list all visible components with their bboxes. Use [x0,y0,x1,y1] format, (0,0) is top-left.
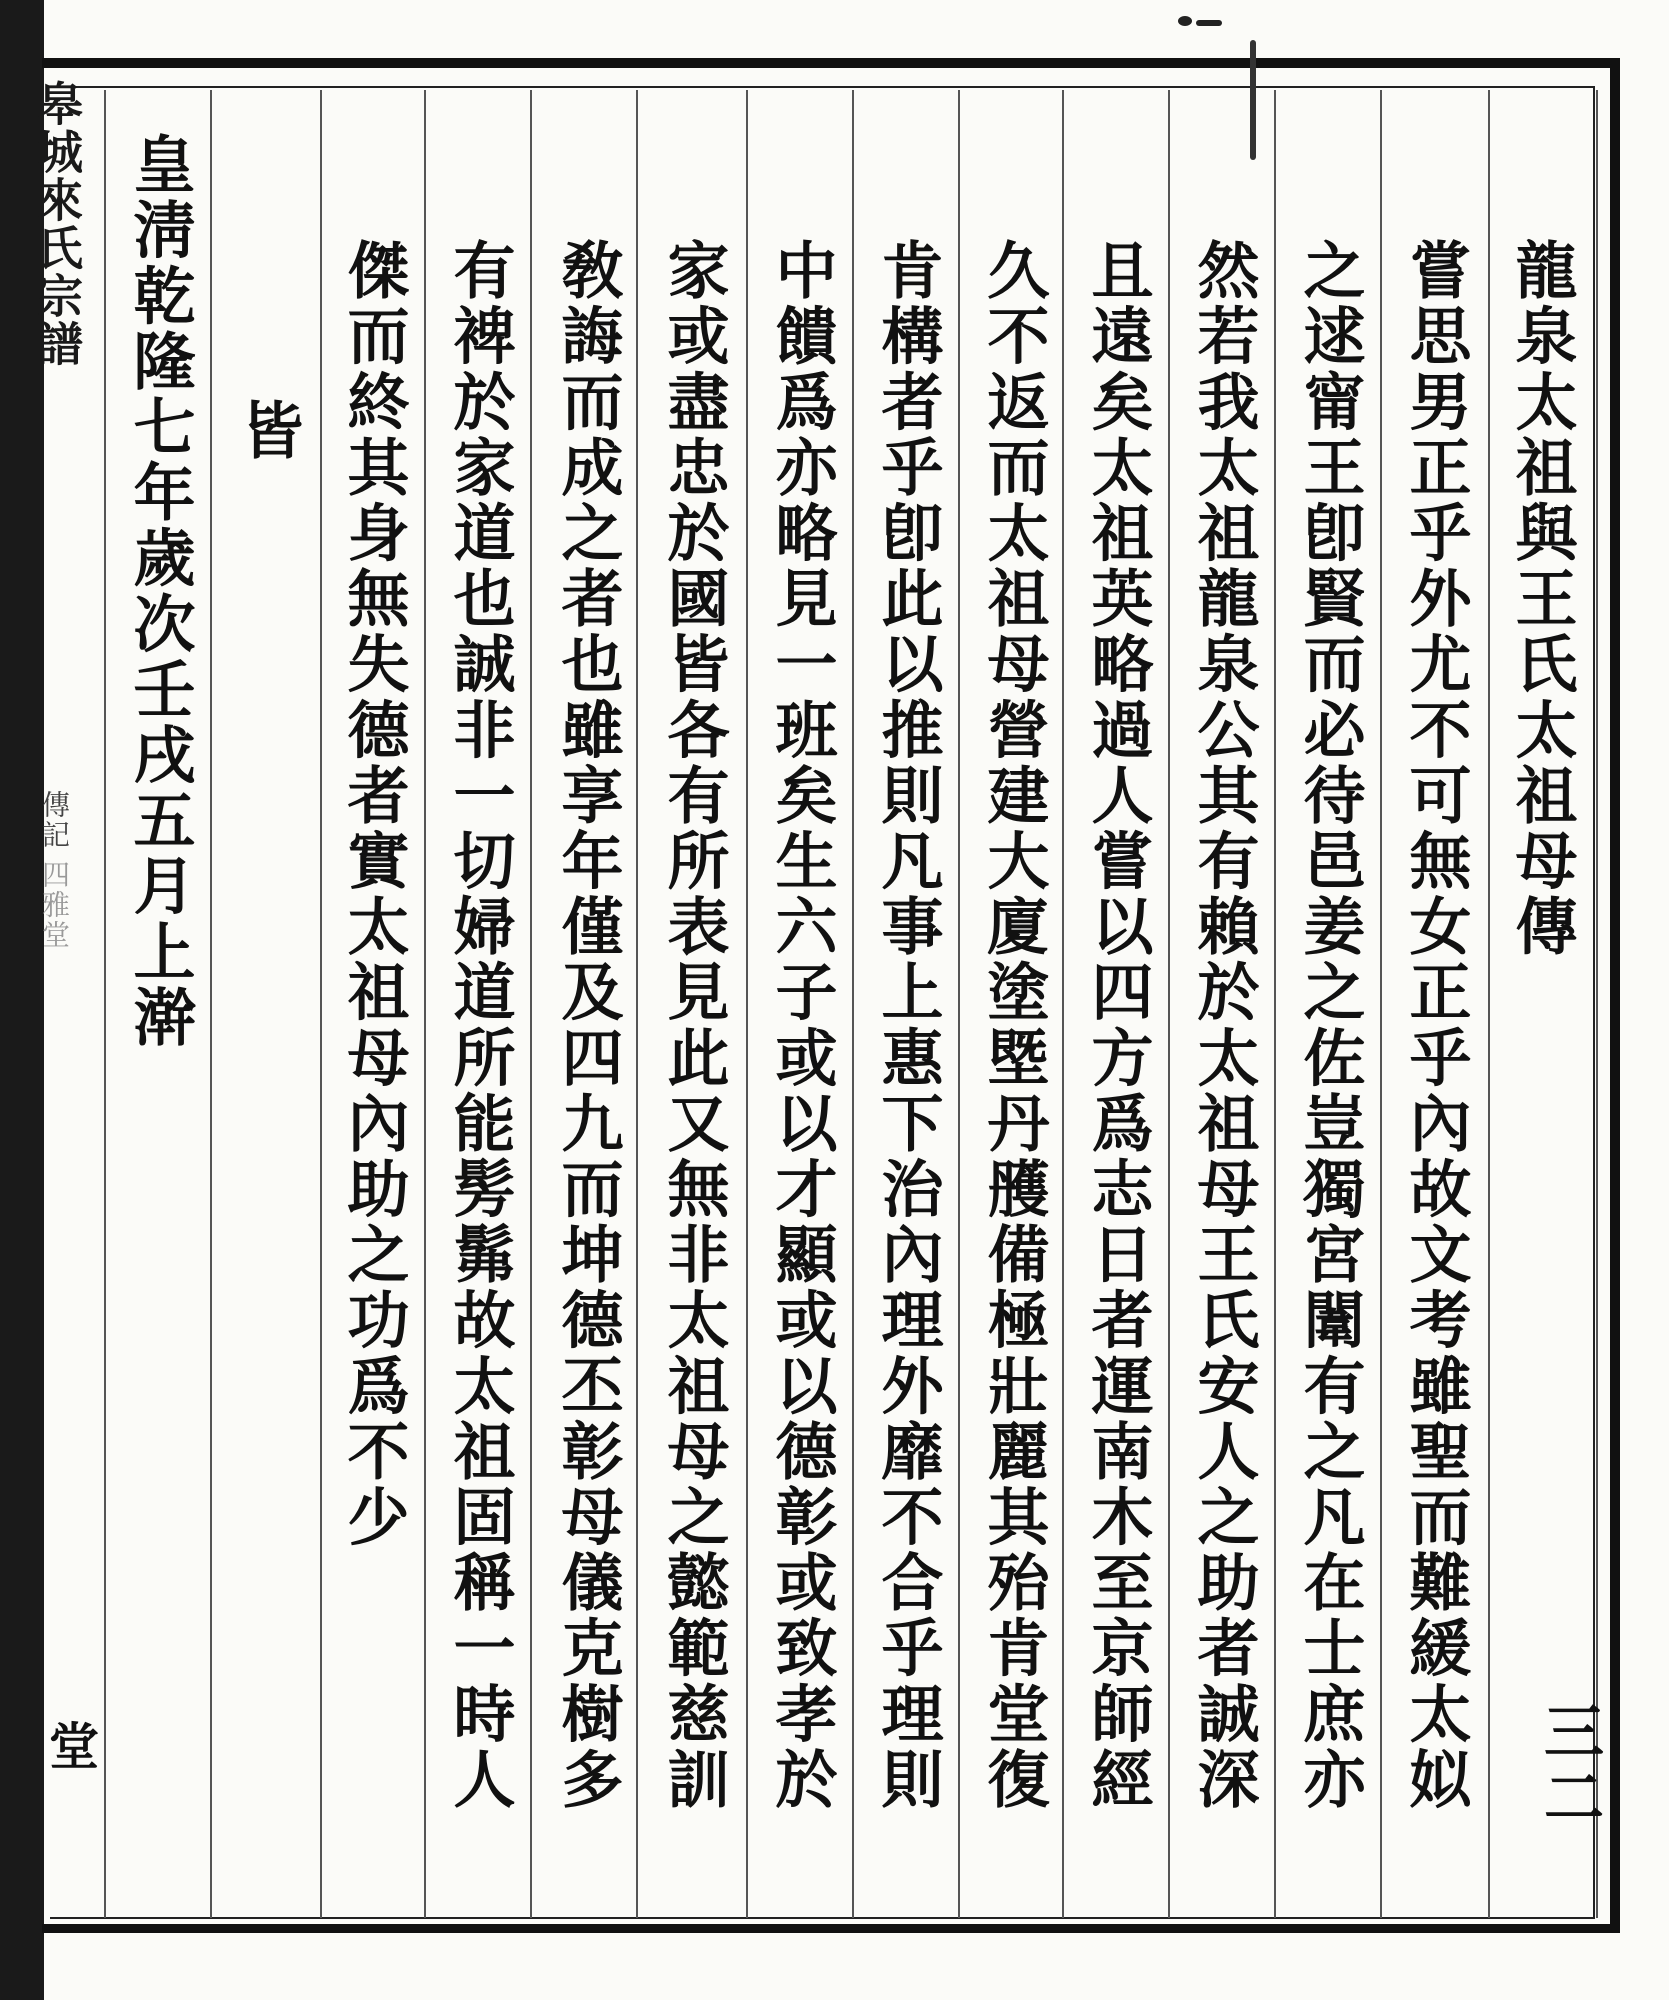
column-rule [746,90,748,1918]
text-column-9: 敎誨而成之者也雖享年僅及四九而坤德丕彰母儀克樹多 [551,238,624,1813]
column-rule [636,90,638,1918]
document-title: 龍泉太祖與王氏太祖母傳 [1505,238,1578,960]
fold-tail: 堂 [41,1720,100,1770]
column-rule [320,90,322,1918]
text-column-10: 有裨於家道也誠非一切婦道所能髣髴故太祖固稱一時人 [443,238,516,1813]
text-column-11: 傑而終其身無失德者實太祖母內助之功爲不少 [337,238,410,1550]
ink-spot [1178,16,1192,26]
column-rule [1488,90,1490,1918]
honorific-mark: 皆 [231,398,304,464]
colophon-date: 皇淸乾隆七年歲次壬戌五月上澣 [123,132,196,1051]
column-rule [852,90,854,1918]
page-number: 三二 [1534,1700,1604,1832]
text-column-7: 中饋爲亦略見一班矣生六子或以才顯或以德彰或致孝於 [765,238,838,1813]
column-rule [1380,90,1382,1918]
fold-label: 皋城來氏宗譜 [30,80,84,368]
fold-section: 傳記 [38,790,71,850]
text-column-5: 久不返而太祖母營建大廈塗塈丹雘備極壯麗其殆肯堂復 [977,238,1050,1813]
ink-stroke [1250,40,1256,160]
column-rule [1596,90,1598,1918]
fold-hall: 四雅堂 [38,860,71,950]
text-column-3: 然若我太祖龍泉公其有賴於太祖母王氏安人之助者誠深 [1187,238,1260,1813]
column-rule [530,90,532,1918]
column-rule [1274,90,1276,1918]
text-column-8: 家或盡忠於國皆各有所表見此又無非太祖母之懿範慈訓 [657,238,730,1813]
column-rule [210,90,212,1918]
ink-spot [1196,20,1222,26]
column-rule [958,90,960,1918]
column-rule [1062,90,1064,1918]
column-rule [424,90,426,1918]
column-rule [104,90,106,1918]
text-column-4: 且遠矣太祖英略過人嘗以四方爲志日者運南木至京師經 [1081,238,1154,1813]
text-column-1: 嘗思男正乎外尤不可無女正乎內故文考雖聖而難緩太姒 [1399,238,1472,1813]
column-rule [1168,90,1170,1918]
text-column-6: 肯構者乎卽此以推則凡事上惠下治內理外靡不合乎理則 [871,238,944,1813]
text-column-2: 之逑甯王卽賢而必待邑姜之佐豈獨宮闈有之凡在士庶亦 [1293,238,1366,1813]
